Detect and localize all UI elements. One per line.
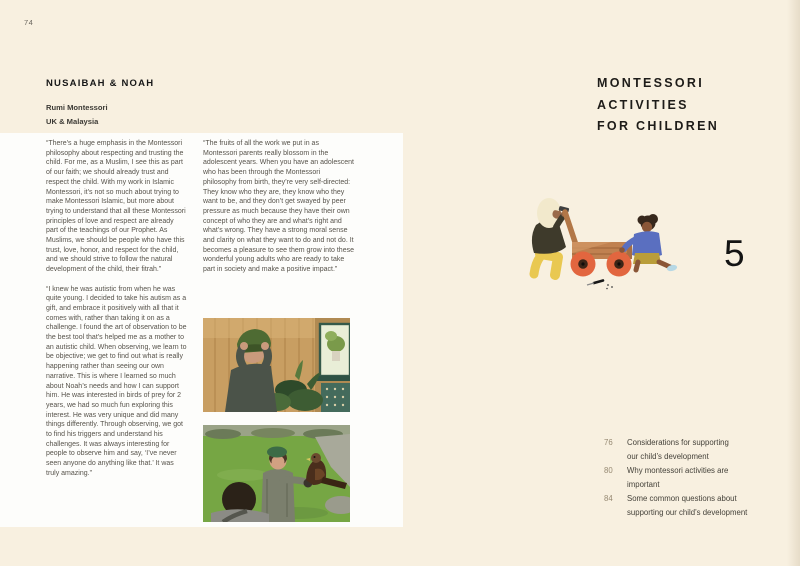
photo-child-green-hat-image (203, 318, 350, 412)
chapter-number: 5 (724, 233, 745, 274)
photo-child-green-hat (203, 318, 350, 412)
toc-label-line: Why montessori activities are (627, 466, 729, 475)
toc-label-line: Some common questions about (627, 494, 737, 503)
chapter-contents (604, 436, 747, 520)
quote-paragraph: “I knew he was autistic from when he was quite young. I decided to take his autism as a gift, and embrace it positively with all that it comes with, rather than taking it on as a challenge. I found the art of observation to be the best tool that’s helped me as a mother to an autistic child. When observing, we learn to be objective; we get to find out what is really happening rather than seeing our own narrative. This is where I learned so much about Noah’s needs and how I can support him. He was interested in birds of prey for 2 years, we had so much fun exploring this interest. He was very unique and did many things differently. Through observing, we got to find his triggers and understand his challenges. It was always interesting for people to observe him and say, ‘I’ve never seen anyone do anything like that.’ It was truly amazing.” (46, 285, 187, 477)
toc-entry (604, 464, 747, 492)
toc-page-number: 80 (604, 466, 613, 475)
toc-label-line: important (627, 480, 660, 489)
toc-entry (604, 492, 747, 520)
person-subtitle-school: Rumi Montessori (46, 103, 108, 112)
text-column-2 (203, 139, 354, 285)
toc-label (627, 464, 728, 492)
cart-illustration-image (520, 197, 680, 292)
toc-label-line: Considerations for supporting (627, 438, 729, 447)
toc-page-number: 84 (604, 494, 613, 503)
toc-label-line: our child’s development (627, 452, 709, 461)
cart-illustration (520, 197, 680, 292)
person-subtitle-location: UK & Malaysia (46, 116, 99, 126)
page-number-left: 74 (24, 18, 34, 27)
chapter-title-line: MONTESSORI (597, 76, 705, 90)
quote-paragraph: “There’s a huge emphasis in the Montessori philosophy about respecting and trusting the child. For me, as a Muslim, I see this as part of our faith; we should already trust and respect the child. With my work in Islamic Montessori, it’s not so much about trying to make Montessori Islamic, but more about trying to understand that all these Montessori principles of love and respect are already part of the teachings of our Prophet. As Muslims, we should be people who have this trust, love, honor, and respect for the child, and we should strive to follow the natural development of the child, their fitrah.” (46, 140, 186, 274)
toc-label (627, 436, 729, 464)
toc-label-line: supporting our child’s development (627, 508, 748, 517)
chapter-title (597, 73, 719, 138)
chapter-title-line: ACTIVITIES (597, 97, 689, 112)
toc-label (627, 492, 747, 520)
person-heading: NUSAIBAH & NOAH (46, 78, 155, 89)
photo-child-with-hawk (203, 425, 350, 522)
page-edge-shadow (787, 0, 800, 566)
quote-paragraph: “The fruits of all the work we put in as Montessori parents really blossom in the adolescent years. When you have an adolescent who has been through the Montessori philosophy from birth, they’re very self-directed: They know who they are, they know who they want to be, and they don’t get swayed by peer pressure as much because they have their own concept of who they are and what’s right and what’s wrong. They have a strong moral sense and clarity on what they want to do and not do. It becomes a pleasure to see them grow into these wonderful young adults who are ready to take part in society and make a positive impact.” (203, 140, 354, 274)
toc-entry (604, 436, 747, 464)
photo-child-with-hawk-image (203, 425, 350, 522)
toc-page-number: 76 (604, 438, 613, 447)
person-subtitle (46, 101, 108, 128)
chapter-title-line: FOR CHILDREN (597, 119, 720, 133)
text-column-1 (46, 139, 187, 488)
